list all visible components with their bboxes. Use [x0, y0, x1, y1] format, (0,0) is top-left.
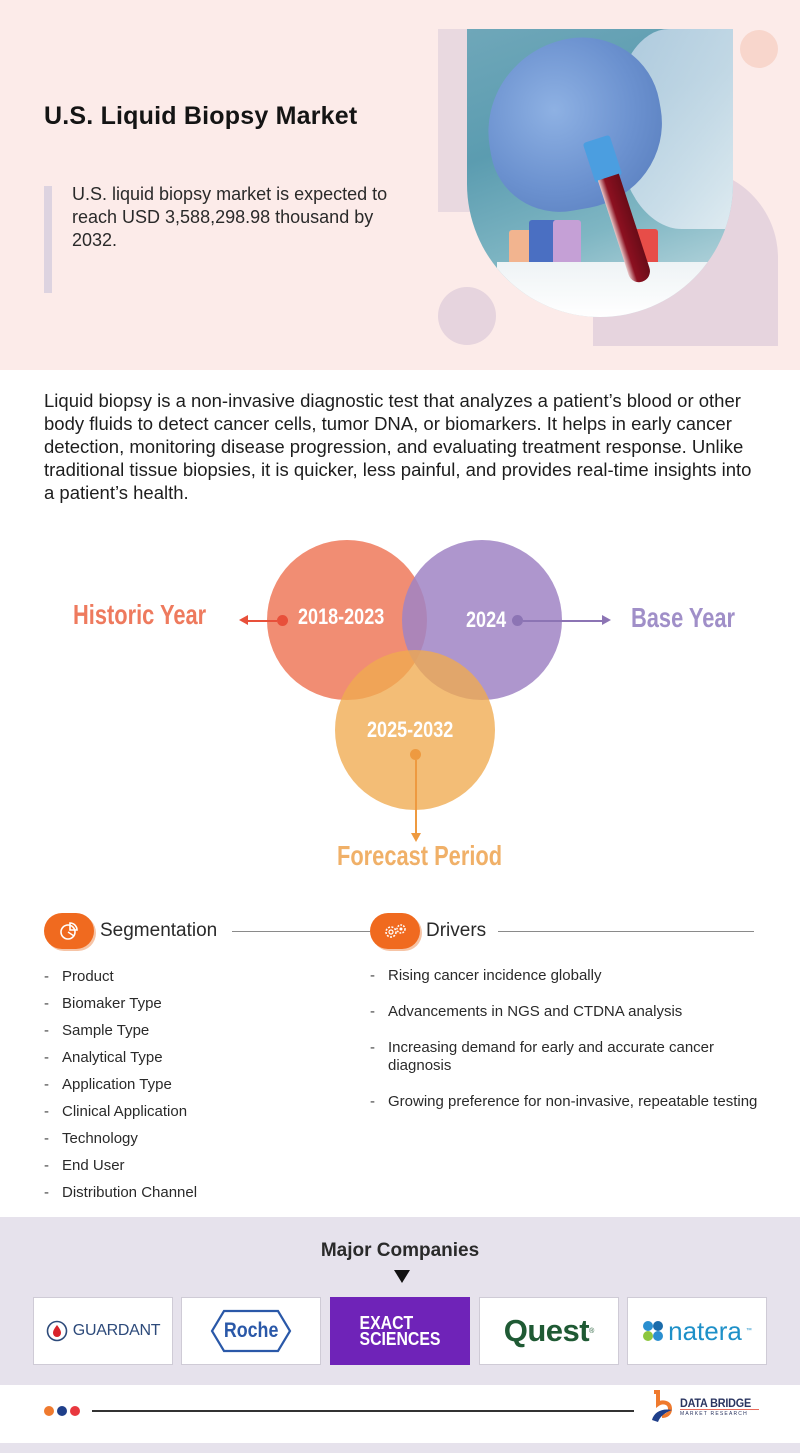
list-item: - Application Type: [44, 1076, 172, 1093]
forecast-connector: [415, 760, 417, 835]
list-item: - Biomaker Type: [44, 995, 162, 1012]
companies-title: Major Companies: [320, 1240, 480, 1261]
list-item: - Analytical Type: [44, 1049, 163, 1066]
logo-guardant: GUARDANT: [33, 1297, 173, 1365]
historic-years: 2018-2023: [298, 604, 385, 629]
logo-exact-sciences: EXACT SCIENCES: [330, 1297, 470, 1365]
drivers-list: [370, 967, 770, 1129]
list-item: - Clinical Application: [44, 1103, 188, 1120]
data-bridge-logo: DATA BRIDGE MARKET RESEARCH: [648, 1390, 759, 1424]
intro-paragraph: Liquid biopsy is a non-invasive diagnostic test that analyzes a patient’s blood or other body fluids to detect cancer cells, tumor DNA, or biomarkers. It helps in early cancer detection, monitoring disease progression, and evaluating treatment response. Unlike traditional tissue biopsies, it is quicker, less painful, and provides real-time insights into a patient’s health.: [44, 390, 752, 503]
list-item: - Increasing demand for early and accurate cancer diagnosis: [370, 1039, 715, 1074]
forecast-dot: [410, 749, 421, 760]
list-item: - Sample Type: [44, 1022, 150, 1039]
sample-tray: [497, 262, 717, 317]
list-item: - Rising cancer incidence globally: [370, 967, 602, 984]
data-bridge-mark-icon: [648, 1390, 676, 1424]
market-forecast-statement: U.S. liquid biopsy market is expected to reach USD 3,588,298.98 thousand by 2032.: [72, 184, 388, 250]
quote-bar: [44, 186, 52, 293]
segmentation-title: Segmentation: [100, 920, 218, 941]
logo-roche: Roche: [181, 1297, 321, 1365]
decorative-circle: [740, 30, 778, 68]
timeline-venn: [0, 530, 800, 890]
dot-orange: [44, 1406, 54, 1416]
segmentation-header: [44, 913, 217, 949]
hero-section: [0, 0, 800, 370]
decorative-circle: [438, 287, 496, 345]
historic-connector: [247, 620, 277, 622]
list-item: - Product: [44, 968, 114, 985]
forecast-period-label: Forecast Period: [337, 840, 503, 871]
forecast-years: 2025-2032: [367, 717, 454, 742]
pie-chart-icon: [44, 913, 94, 949]
arrow-right-icon: [602, 615, 611, 625]
footer-rule: [92, 1410, 634, 1412]
list-item: - End User: [44, 1157, 125, 1174]
triangle-down-icon: [394, 1270, 410, 1283]
drivers-title: Drivers: [426, 920, 487, 941]
page-title: U.S. Liquid Biopsy Market: [44, 102, 358, 130]
footer: [0, 1385, 800, 1443]
dot-red: [70, 1406, 80, 1416]
logo-quest: Quest ®: [479, 1297, 619, 1365]
arrow-left-icon: [239, 615, 248, 625]
logo-natera: natera ™: [627, 1297, 767, 1365]
list-item: - Growing preference for non-invasive, repeatable testing: [370, 1093, 758, 1110]
divider: [232, 931, 370, 932]
base-year-label: Base Year: [631, 602, 736, 633]
historic-dot: [277, 615, 288, 626]
list-item: - Technology: [44, 1130, 138, 1147]
natera-clover-icon: [642, 1320, 664, 1342]
divider: [498, 931, 754, 932]
historic-year-label: Historic Year: [73, 599, 207, 630]
base-year-value: 2024: [466, 607, 507, 632]
bottom-strip: [0, 1443, 800, 1453]
drivers-header: [370, 913, 486, 949]
list-item: - Advancements in NGS and CTDNA analysis: [370, 1003, 683, 1020]
blood-drop-icon: [46, 1320, 68, 1342]
dot-navy: [57, 1406, 67, 1416]
hero-image-blood-sample: [467, 29, 733, 317]
base-connector: [523, 620, 603, 622]
major-companies-section: [0, 1217, 800, 1385]
segmentation-list: [44, 967, 197, 1210]
gears-icon: [370, 913, 420, 949]
list-item: - Distribution Channel: [44, 1184, 198, 1201]
base-dot: [512, 615, 523, 626]
